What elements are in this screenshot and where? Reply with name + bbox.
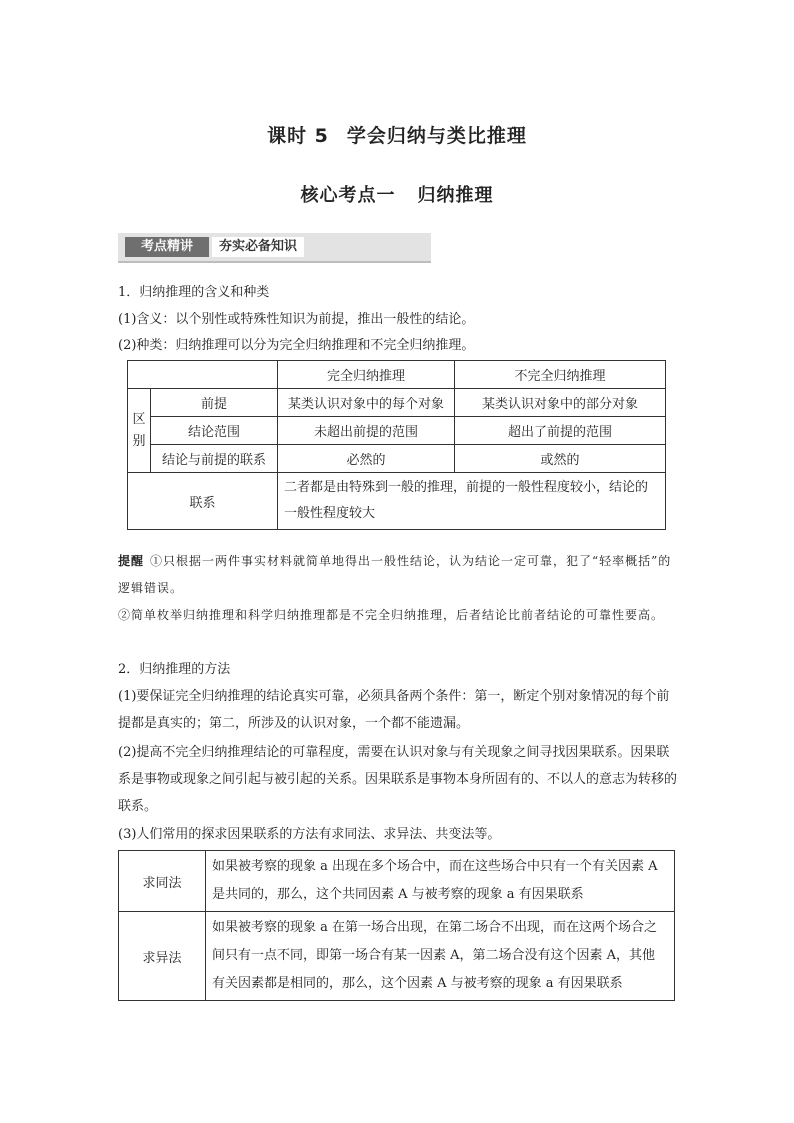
lesson-title — [0, 121, 794, 148]
lesson-title-text: 学会归纳与类比推理 — [346, 125, 527, 147]
row-label: 前提 — [151, 389, 278, 417]
method-paragraph-3: (3)人们常用的探求因果联系的方法有求同法、求异法、共变法等。 — [118, 827, 501, 842]
difference-group-label: 区别 — [128, 389, 151, 473]
comparison-table — [127, 360, 666, 530]
table-row — [128, 445, 666, 473]
row-label: 结论范围 — [151, 417, 278, 445]
cell-complete: 未超出前提的范围 — [278, 417, 455, 445]
table-header-row — [128, 361, 666, 389]
row-label: 结论与前提的联系 — [151, 445, 278, 473]
section-title — [0, 181, 794, 207]
method-description: 如果被考察的现象 a 出现在多个场合中，而在这些场合中只有一个有关因素 A 是共同的，那么，这个共同因素 A 与被考察的现象 a 有因果联系 — [206, 851, 675, 912]
cell-complete: 某类认识对象中的每个对象 — [278, 389, 455, 417]
tip-line-2: ②简单枚举归纳推理和科学归纳推理都是不完全归纳推理，后者结论比前者结论的可靠性要高。 — [118, 608, 665, 622]
link-text: 二者都是由特殊到一般的推理，前提的一般性程度较小，结论的一般性程度较大 — [278, 473, 666, 530]
table-row — [119, 912, 675, 1001]
part1-heading: 1．归纳推理的含义和种类 — [118, 285, 270, 300]
cell-incomplete: 某类认识对象中的部分对象 — [455, 389, 666, 417]
tip-paragraph-1 — [118, 548, 678, 602]
section-label: 核心考点一 — [300, 185, 396, 206]
section-title-text: 归纳推理 — [417, 185, 494, 206]
header-complete: 完全归纳推理 — [278, 361, 455, 389]
method-description: 如果被考察的现象 a 在第一场合出现，在第二场合不出现，而在这两个场合之间只有一点不同，即第一场合有某一因素 A，第二场合没有这个因素 A，其他有关因素都是相同的，那么，这个因素 A 与被考察的现象 a 有因果联系 — [206, 912, 675, 1001]
tip-label: 提醒 — [118, 554, 145, 568]
header-incomplete: 不完全归纳推理 — [455, 361, 666, 389]
meaning-paragraph: (1)含义：以个别性或特殊性知识为前提，推出一般性的结论。 — [118, 312, 475, 327]
method-name: 求同法 — [119, 851, 206, 912]
cell-incomplete: 或然的 — [455, 445, 666, 473]
part2-heading: 2．归纳推理的方法 — [118, 662, 231, 677]
cell-complete: 必然的 — [278, 445, 455, 473]
method-paragraph-2: (2)提高不完全归纳推理结论的可靠程度，需要在认识对象与有关现象之间寻找因果联系。因果联系是事物或现象之间引起与被引起的关系。因果联系是事物本身所固有的、不以人的意志为转移的联系。 — [118, 745, 678, 814]
tip-line-1: ①只根据一两件事实材料就简单地得出一般性结论，认为结论一定可靠，犯了“轻率概括”的逻辑错误。 — [118, 554, 672, 595]
empty-header-cell — [128, 361, 278, 389]
table-row — [128, 417, 666, 445]
link-label: 联系 — [128, 473, 278, 530]
banner-tag: 考点精讲 — [125, 237, 209, 257]
methods-table — [118, 850, 675, 1001]
lesson-label: 课时 5 — [267, 125, 329, 147]
banner-subtitle: 夯实必备知识 — [212, 237, 304, 257]
table-row — [128, 473, 666, 530]
cell-incomplete: 超出了前提的范围 — [455, 417, 666, 445]
method-name: 求异法 — [119, 912, 206, 1001]
table-row — [119, 851, 675, 912]
topic-banner — [118, 233, 431, 263]
types-paragraph: (2)种类：归纳推理可以分为完全归纳推理和不完全归纳推理。 — [118, 338, 475, 353]
table-row — [128, 389, 666, 417]
method-paragraph-1: (1)要保证完全归纳推理的结论真实可靠，必须具备两个条件：第一，断定个别对象情况的每个前提都是真实的；第二，所涉及的认识对象，一个都不能遗漏。 — [118, 689, 670, 731]
